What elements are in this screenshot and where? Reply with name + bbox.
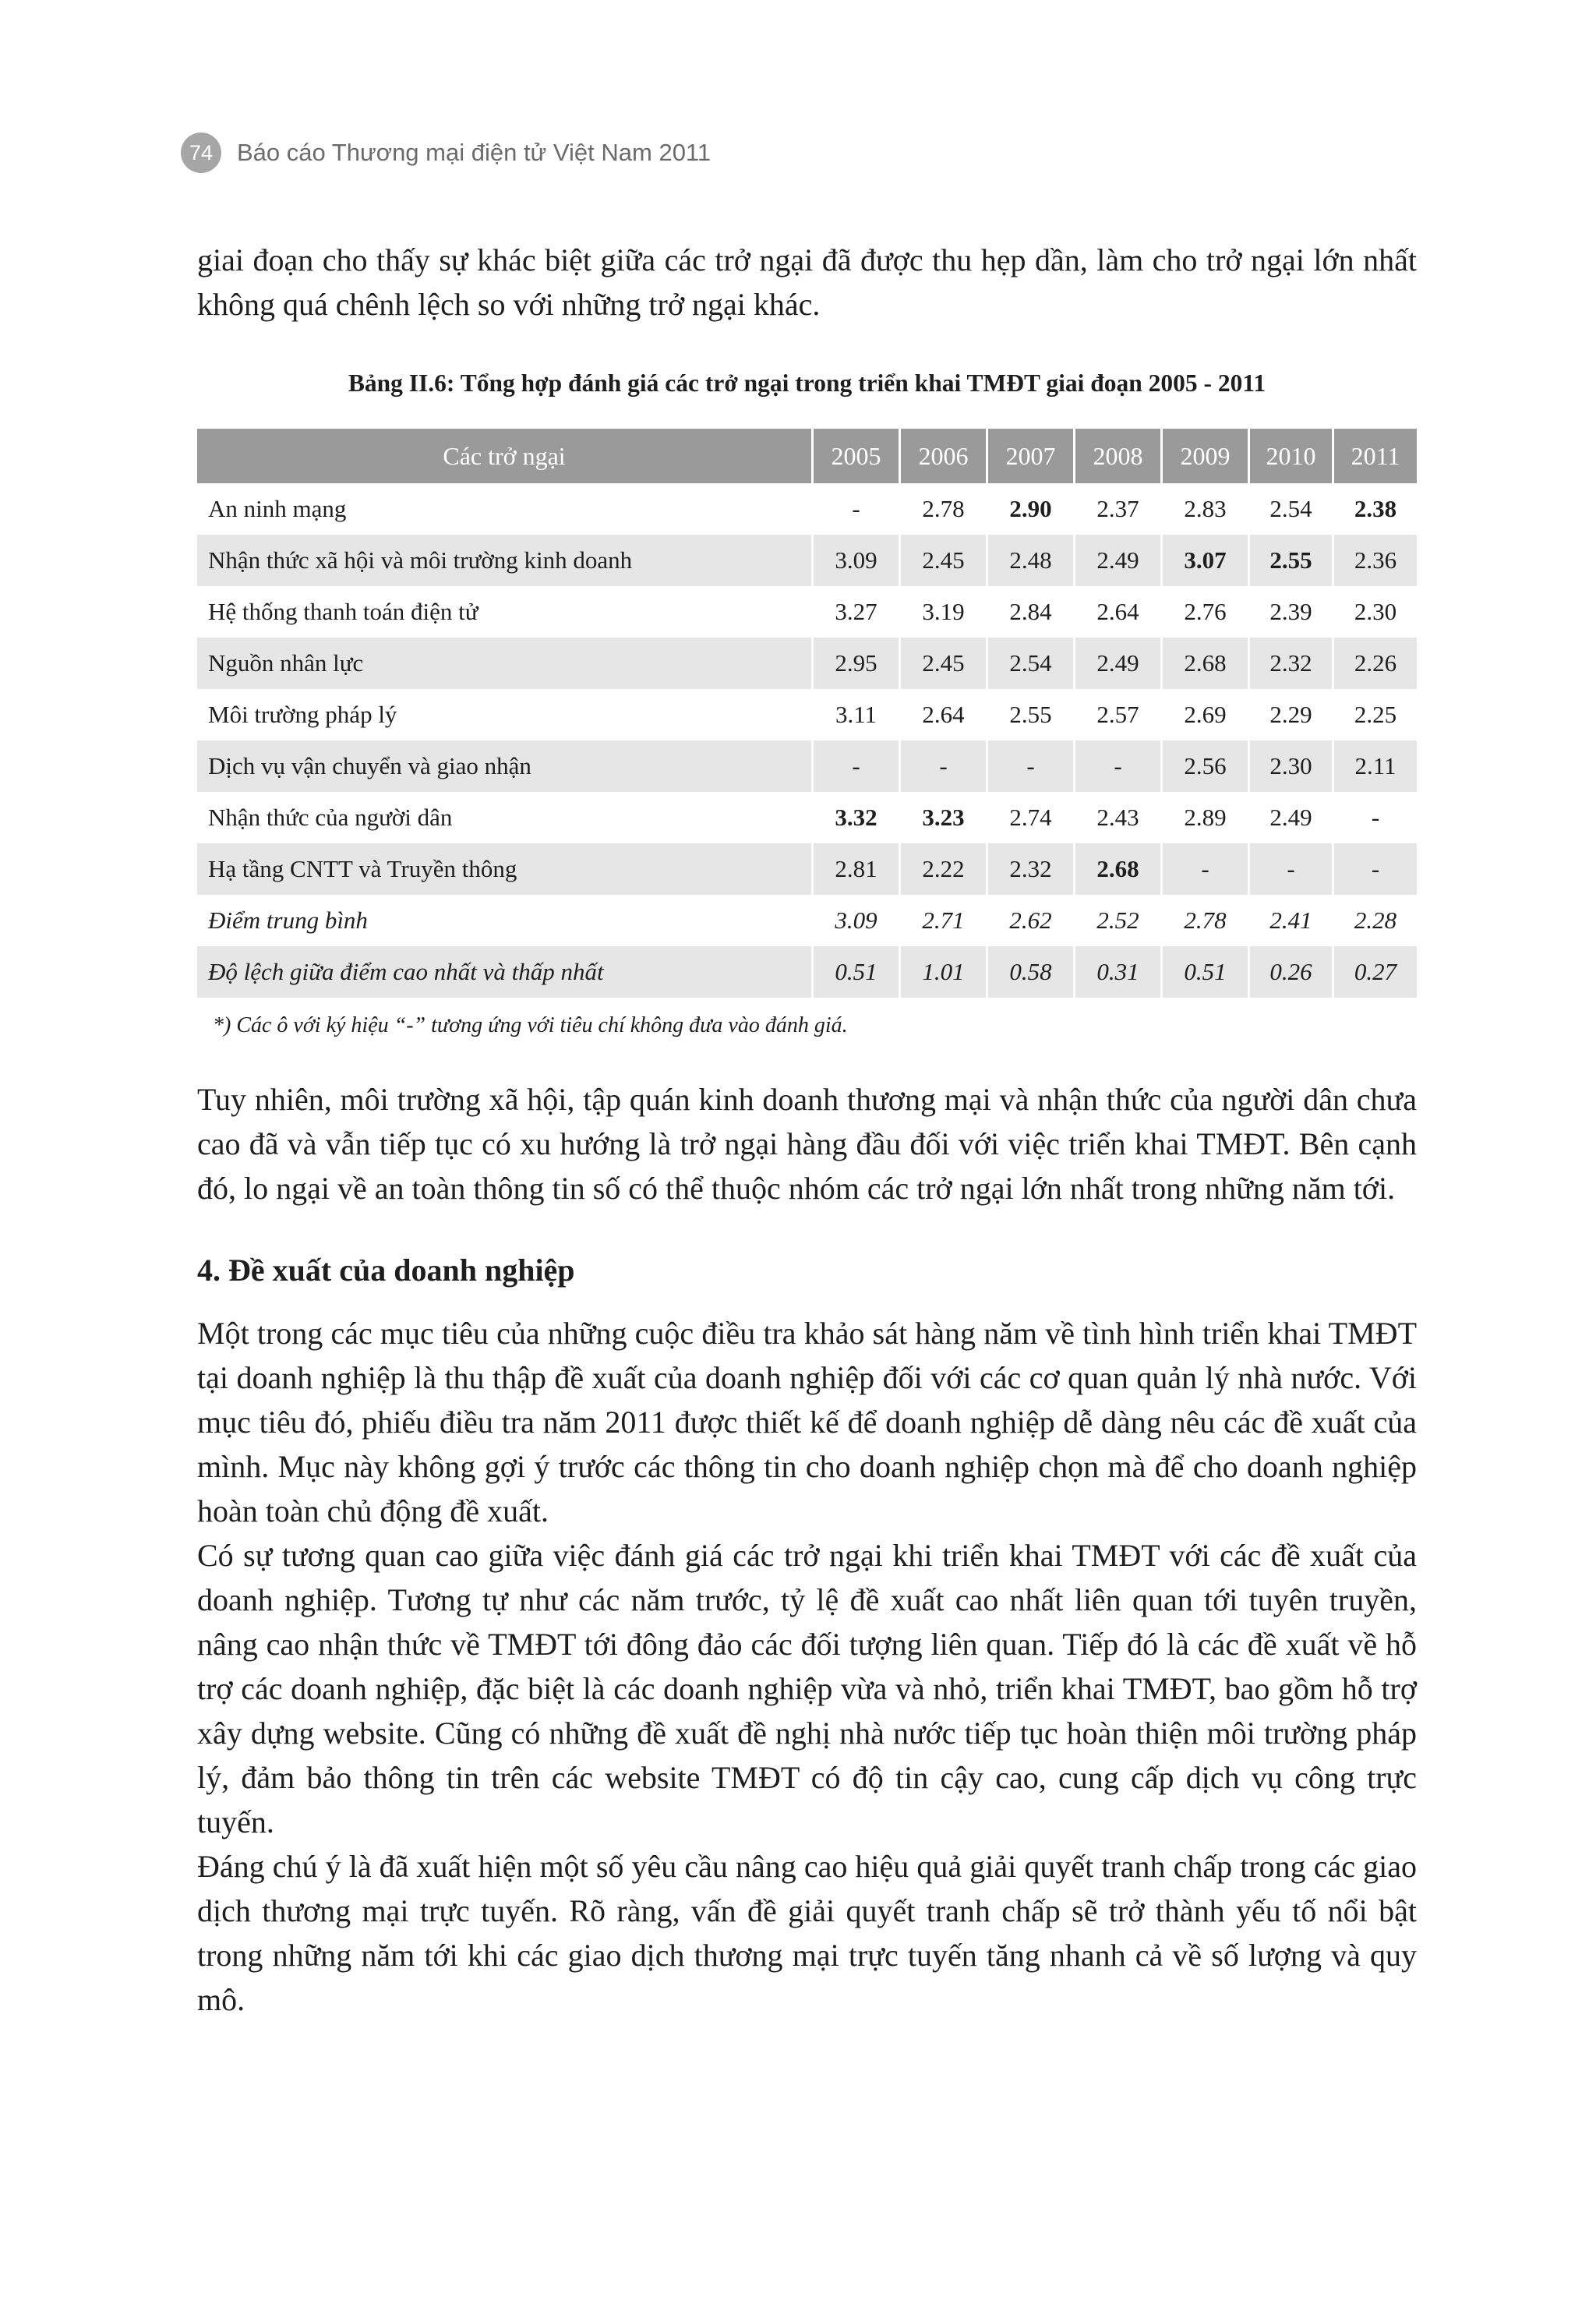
value-cell: 2.56 <box>1160 740 1248 792</box>
value-cell: 2.38 <box>1332 483 1417 535</box>
table-note: *) Các ô với ký hiệu “-” tương ứng với tiêu chí không đưa vào đánh giá. <box>213 1013 848 1037</box>
value-cell: 2.11 <box>1332 740 1417 792</box>
paragraph-intro: giai đoạn cho thấy sự khác biệt giữa các trở ngại đã được thu hẹp dần, làm cho trở ngại lớn nhất không quá chênh lệch so với những trở ngại khác. <box>197 242 1417 322</box>
value-cell: 2.36 <box>1332 535 1417 586</box>
paragraph-4: Có sự tương quan cao giữa việc đánh giá các trở ngại khi triển khai TMĐT với các đề xuất của doanh nghiệp. Tương tự như các năm trước, tỷ lệ đề xuất cao nhất liên quan tới tuyên truyền, nâng cao nhận thức về TMĐT tới đông đảo các đối tượng liên quan. Tiếp đó là các đề xuất về hỗ trợ các doanh nghiệp, đặc biệt là các doanh nghiệp vừa và nhỏ, triển khai TMĐT, bao gồm hỗ trợ xây dựng website. Cũng có những đề xuất đề nghị nhà nước tiếp tục hoàn thiện môi trường pháp lý, đảm bảo thông tin trên các website TMĐT có độ tin cậy cao, cung cấp dịch vụ công trực tuyến. <box>197 1538 1417 1839</box>
obstacles-table <box>197 429 1417 998</box>
value-cell: 2.90 <box>986 483 1073 535</box>
header-cell-year: 2009 <box>1160 429 1248 483</box>
value-cell: 2.32 <box>986 843 1073 895</box>
table-row <box>197 740 1417 792</box>
value-cell: 3.11 <box>811 689 899 740</box>
table-caption: Bảng II.6: Tổng hợp đánh giá các trở ngại trong triển khai TMĐT giai đoạn 2005 - 2011 <box>348 369 1266 397</box>
running-title: Báo cáo Thương mại điện tử Việt Nam 2011 <box>237 139 711 166</box>
value-cell: 2.45 <box>899 638 986 689</box>
header-cell-year: 2010 <box>1248 429 1332 483</box>
value-cell: 2.68 <box>1073 843 1160 895</box>
header-cell-year: 2005 <box>811 429 899 483</box>
row-label: Độ lệch giữa điểm cao nhất và thấp nhất <box>197 946 811 998</box>
header-cell-year: 2006 <box>899 429 986 483</box>
value-cell: 0.51 <box>811 946 899 998</box>
paragraph-5: Đáng chú ý là đã xuất hiện một số yêu cầu nâng cao hiệu quả giải quyết tranh chấp trong các giao dịch thương mại trực tuyến. Rõ ràng, vấn đề giải quyết tranh chấp sẽ trở thành yếu tố nổi bật trong những năm tới khi các giao dịch thương mại trực tuyến tăng nhanh cả về số lượng và quy mô. <box>197 1849 1417 2017</box>
value-cell: 0.31 <box>1073 946 1160 998</box>
table-row <box>197 586 1417 638</box>
value-cell: 2.74 <box>986 792 1073 843</box>
value-cell: 2.28 <box>1332 895 1417 946</box>
paragraph-3: Một trong các mục tiêu của những cuộc điều tra khảo sát hàng năm về tình hình triển khai TMĐT tại doanh nghiệp là thu thập đề xuất của doanh nghiệp đối với các cơ quan quản lý nhà nước. Với mục tiêu đó, phiếu điều tra năm 2011 được thiết kế để doanh nghiệp dễ dàng nêu các đề xuất của mình. Mục này không gợi ý trước các thông tin cho doanh nghiệp chọn mà để cho doanh nghiệp hoàn toàn chủ động đề xuất. <box>197 1316 1417 1528</box>
value-cell: 2.48 <box>986 535 1073 586</box>
value-cell: - <box>1332 843 1417 895</box>
table-row <box>197 946 1417 998</box>
row-label: Nhận thức của người dân <box>208 804 453 831</box>
value-cell: 2.81 <box>811 843 899 895</box>
table-row <box>197 483 1417 535</box>
value-cell: 3.32 <box>811 792 899 843</box>
value-cell: 2.45 <box>899 535 986 586</box>
table-row <box>197 535 1417 586</box>
row-label: Môi trường pháp lý <box>208 701 397 728</box>
value-cell: 2.69 <box>1160 689 1248 740</box>
value-cell: 0.27 <box>1332 946 1417 998</box>
value-cell: 2.30 <box>1332 586 1417 638</box>
value-cell: 2.57 <box>1073 689 1160 740</box>
value-cell: 3.23 <box>899 792 986 843</box>
value-cell: 2.64 <box>899 689 986 740</box>
value-cell: 3.09 <box>811 535 899 586</box>
value-cell: 3.27 <box>811 586 899 638</box>
value-cell: - <box>811 740 899 792</box>
row-label: An ninh mạng <box>208 495 347 522</box>
table-row <box>197 895 1417 946</box>
value-cell: 2.54 <box>1248 483 1332 535</box>
row-label: Nhận thức xã hội và môi trường kinh doanh <box>197 535 811 586</box>
table-row <box>197 843 1417 895</box>
value-cell: 3.19 <box>899 586 986 638</box>
value-cell: 2.54 <box>986 638 1073 689</box>
value-cell: 2.26 <box>1332 638 1417 689</box>
value-cell: 2.68 <box>1160 638 1248 689</box>
table-row <box>197 638 1417 689</box>
value-cell: 2.29 <box>1248 689 1332 740</box>
value-cell: 2.39 <box>1248 586 1332 638</box>
value-cell: - <box>1248 843 1332 895</box>
value-cell: 2.71 <box>899 895 986 946</box>
value-cell: - <box>1073 740 1160 792</box>
value-cell: 2.37 <box>1073 483 1160 535</box>
value-cell: 2.64 <box>1073 586 1160 638</box>
value-cell: - <box>986 740 1073 792</box>
value-cell: 3.07 <box>1160 535 1248 586</box>
row-label: Dịch vụ vận chuyển và giao nhận <box>197 740 811 792</box>
value-cell: 0.51 <box>1160 946 1248 998</box>
value-cell: 0.26 <box>1248 946 1332 998</box>
table-header-row <box>197 429 1417 483</box>
value-cell: 2.32 <box>1248 638 1332 689</box>
page-header <box>181 133 711 173</box>
value-cell: 2.83 <box>1160 483 1248 535</box>
value-cell: 1.01 <box>899 946 986 998</box>
value-cell: 2.55 <box>1248 535 1332 586</box>
value-cell: - <box>1332 792 1417 843</box>
value-cell: 2.84 <box>986 586 1073 638</box>
value-cell: 2.76 <box>1160 586 1248 638</box>
value-cell: 2.30 <box>1248 740 1332 792</box>
value-cell: 2.62 <box>986 895 1073 946</box>
value-cell: 2.78 <box>899 483 986 535</box>
value-cell: 2.25 <box>1332 689 1417 740</box>
value-cell: 2.89 <box>1160 792 1248 843</box>
table-row <box>197 689 1417 740</box>
value-cell: 2.49 <box>1073 638 1160 689</box>
header-cell-obstacle: Các trở ngại <box>197 429 811 483</box>
value-cell: - <box>899 740 986 792</box>
value-cell: 2.43 <box>1073 792 1160 843</box>
value-cell: 2.41 <box>1248 895 1332 946</box>
value-cell: - <box>811 483 899 535</box>
value-cell: - <box>1160 843 1248 895</box>
page-content <box>197 238 1417 2022</box>
value-cell: 2.78 <box>1160 895 1248 946</box>
table-body <box>197 483 1417 998</box>
row-label: Hệ thống thanh toán điện tử <box>208 598 478 625</box>
row-label: Nguồn nhân lực <box>197 638 811 689</box>
row-label: Hạ tầng CNTT và Truyền thông <box>197 843 811 895</box>
section-heading: 4. Đề xuất của doanh nghiệp <box>197 1253 575 1288</box>
header-cell-year: 2011 <box>1332 429 1417 483</box>
header-cell-year: 2007 <box>986 429 1073 483</box>
value-cell: 2.95 <box>811 638 899 689</box>
value-cell: 2.49 <box>1073 535 1160 586</box>
row-label: Điểm trung bình <box>208 906 368 934</box>
value-cell: 3.09 <box>811 895 899 946</box>
value-cell: 2.22 <box>899 843 986 895</box>
value-cell: 0.58 <box>986 946 1073 998</box>
value-cell: 2.52 <box>1073 895 1160 946</box>
value-cell: 2.55 <box>986 689 1073 740</box>
page-number-badge: 74 <box>181 133 221 173</box>
value-cell: 2.49 <box>1248 792 1332 843</box>
table-row <box>197 792 1417 843</box>
paragraph-2: Tuy nhiên, môi trường xã hội, tập quán kinh doanh thương mại và nhận thức của người dân chưa cao đã và vẫn tiếp tục có xu hướng là trở ngại hàng đầu đối với việc triển khai TMĐT. Bên cạnh đó, lo ngại về an toàn thông tin số có thể thuộc nhóm các trở ngại lớn nhất trong những năm tới. <box>197 1082 1417 1206</box>
header-cell-year: 2008 <box>1073 429 1160 483</box>
